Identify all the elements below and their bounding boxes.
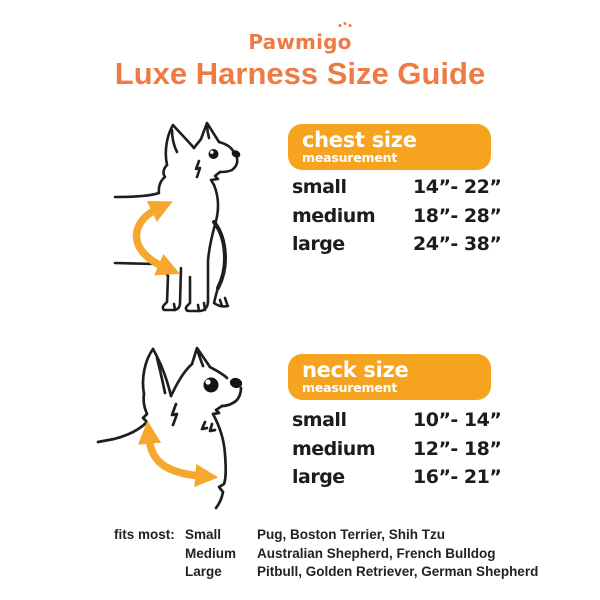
size-label: medium [292,437,376,460]
table-row [292,202,502,231]
size-label: large [292,466,345,489]
fits-breeds: Pitbull, Golden Retriever, German Shepherd [257,564,539,579]
fits-size: Small [185,527,222,542]
paw-umlaut-icon [338,24,351,27]
page-title: Luxe Harness Size Guide [114,56,486,91]
fits-breeds: Australian Shepherd, French Bulldog [257,545,496,561]
size-label: large [292,233,345,256]
size-value: 10”- 14” [413,409,502,432]
neck-dog-illustration [60,345,290,530]
fits-size: Large [185,564,222,579]
dog-eye [209,149,219,159]
size-value: 18”- 28” [413,204,502,227]
size-value: 16”- 21” [413,466,502,489]
size-label: small [292,409,347,432]
banner-subtitle: measurement [302,150,398,165]
chest-dog-illustration [60,110,290,340]
size-value: 24”- 38” [413,233,502,256]
chest-measure-arrow-icon [136,209,164,267]
neck-size-banner [288,354,491,400]
brand-name-text: Pawmig [248,30,338,54]
fits-spacer [114,563,185,582]
table-row [292,230,502,259]
fits-most-table [114,526,538,582]
dog-eye [204,378,219,393]
chest-size-banner [288,124,491,170]
banner-subtitle: measurement [302,380,398,395]
fits-most-label: fits most: [114,527,175,542]
banner-title: neck size [302,358,409,382]
size-label: small [292,176,347,199]
neck-size-table [292,406,502,492]
table-row [292,463,502,492]
brand-logo [0,30,600,54]
table-row [292,435,502,464]
table-row [292,173,502,202]
table-row [292,406,502,435]
size-value: 14”- 22” [413,176,502,199]
fits-size: Medium [185,545,237,561]
banner-title: chest size [302,128,417,152]
fits-breeds: Pug, Boston Terrier, Shih Tzu [257,527,446,542]
neck-measure-arrow-icon [149,438,201,476]
chest-size-table [292,173,502,259]
size-value: 12”- 18” [413,437,502,460]
brand-name-o: o [337,30,352,54]
size-label: medium [292,204,376,227]
fits-spacer [114,545,185,564]
